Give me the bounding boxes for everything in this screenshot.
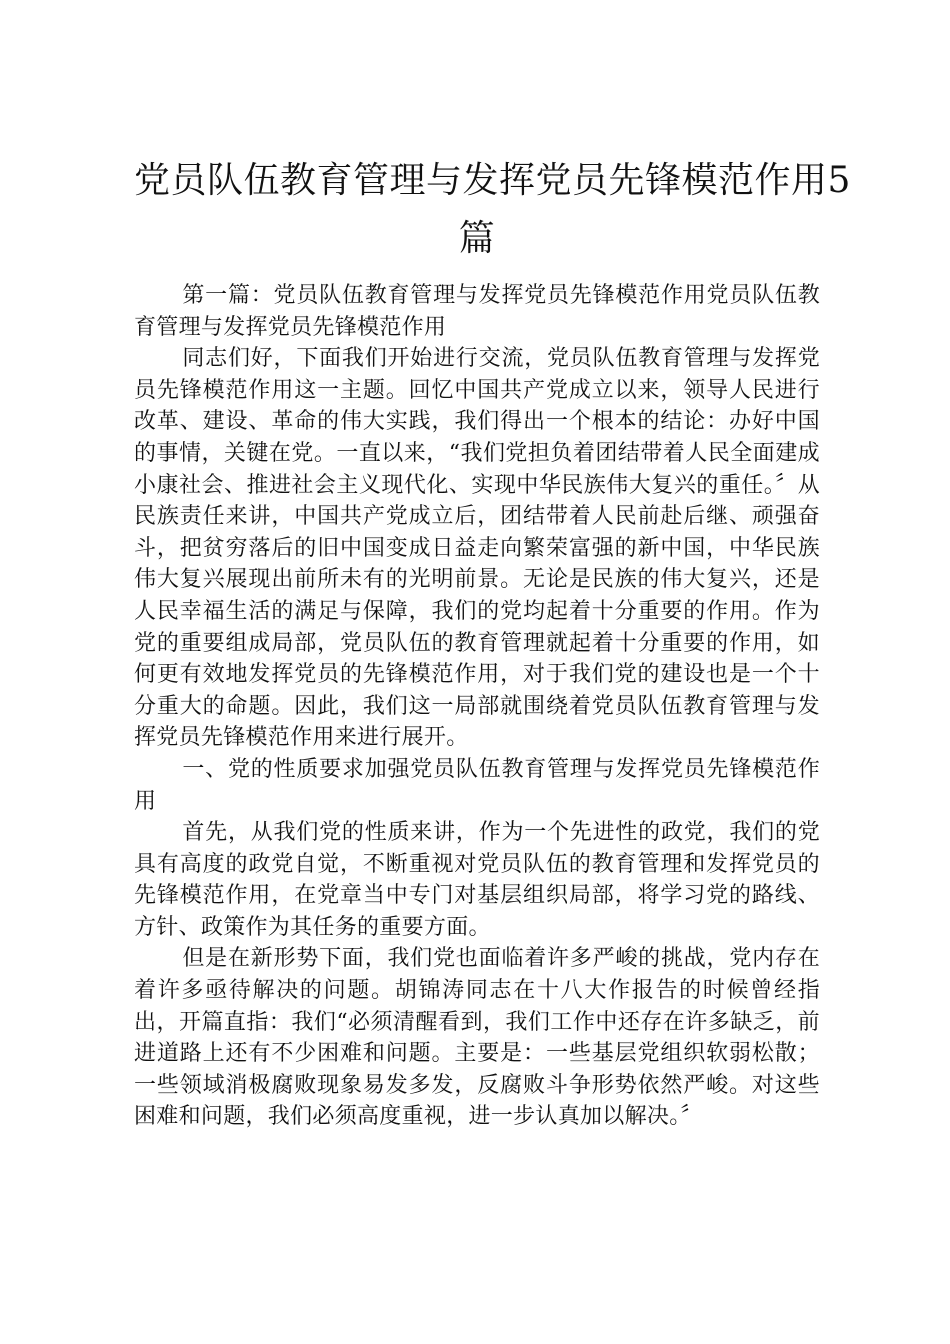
paragraph-party-nature: 首先，从我们党的性质来讲，作为一个先进性的政党，我们的党具有高度的政党自觉，不断重视对党员队伍的教育管理和发挥党员的先锋模范作用，在党章当中专门对基层组织局部，将学习党的路线、方针、政策作为其任务的重要方面。 <box>134 820 820 940</box>
document-title <box>134 152 851 268</box>
document-title-line-2: 篇 <box>458 218 496 259</box>
document-title-line-1: 党员队伍教育管理与发挥党员先锋模范作用5 <box>134 160 851 201</box>
paragraph-part-one-heading: 第一篇：党员队伍教育管理与发挥党员先锋模范作用党员队伍教育管理与发挥党员先锋模范作用 <box>134 283 820 340</box>
document-body <box>134 280 820 1133</box>
paragraph-new-challenges: 但是在新形势下面，我们党也面临着许多严峻的挑战，党内存在着许多亟待解决的问题。胡锦涛同志在十八大作报告的时候曾经指出，开篇直指：我们“必须清醒看到，我们工作中还存在许多缺乏，前进道路上还有不少困难和问题。主要是：一些基层党组织软弱松散；一些领域消极腐败现象易发多发，反腐败斗争形势依然严峻。对这些困难和问题，我们必须高度重视，进一步认真加以解决。〞 <box>134 946 820 1130</box>
paragraph-introduction: 同志们好，下面我们开始进行交流，党员队伍教育管理与发挥党员先锋模范作用这一主题。回忆中国共产党成立以来，领导人民进行改革、建设、革命的伟大实践，我们得出一个根本的结论：办好中国的事情，关键在党。一直以来，“我们党担负着团结带着人民全面建成小康社会、推进社会主义现代化、实现中华民族伟大复兴的重任。〞从民族责任来讲，中国共产党成立后，团结带着人民前赴后继、顽强奋斗，把贫穷落后的旧中国变成日益走向繁荣富强的新中国，中华民族伟大复兴展现出前所未有的光明前景。无论是民族的伟大复兴，还是人民幸福生活的满足与保障，我们的党均起着十分重要的作用。作为党的重要组成局部，党员队伍的教育管理就起着十分重要的作用，如何更有效地发挥党员的先锋模范作用，对于我们党的建设也是一个十分重大的命题。因此，我们这一局部就围绕着党员队伍教育管理与发挥党员先锋模范作用来进行展开。 <box>134 346 820 751</box>
paragraph-section-one-heading: 一、党的性质要求加强党员队伍教育管理与发挥党员先锋模范作用 <box>134 756 820 814</box>
